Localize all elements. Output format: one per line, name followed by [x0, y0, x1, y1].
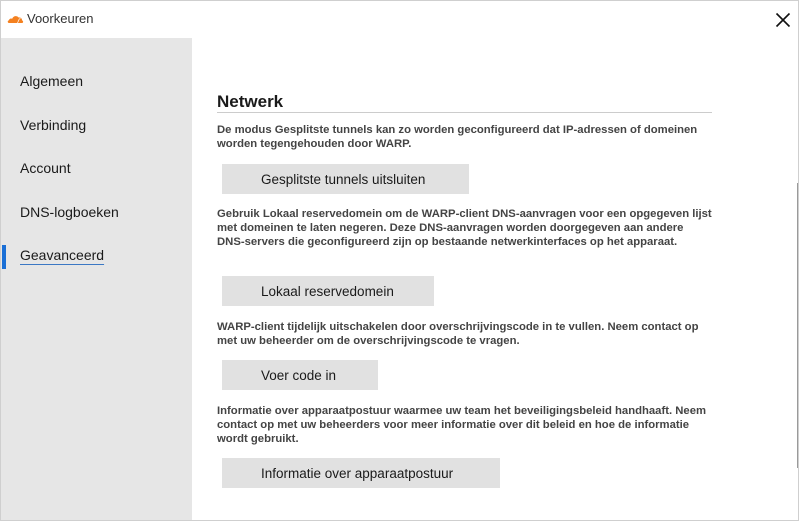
sidebar-item-label: Verbinding — [20, 117, 87, 133]
main-content — [192, 38, 799, 521]
close-button[interactable] — [767, 3, 799, 37]
sidebar-item-label: Geavanceerd — [20, 247, 105, 263]
sidebar-item-account[interactable] — [1, 153, 192, 185]
sidebar-item-label: Account — [20, 160, 71, 176]
sidebar-item-algemeen[interactable] — [1, 66, 192, 98]
cloudflare-cloud-icon — [7, 13, 24, 24]
sidebar-item-verbinding[interactable] — [1, 110, 192, 142]
device-posture-description: Informatie over apparaatpostuur waarmee uw team het beveiligingsbeleid handhaaft. Neem contact op met uw beheerders voor meer informatie over dit beleid en hoe de informatie wordt gebruikt. — [217, 405, 707, 445]
sidebar-item-label: Algemeen — [20, 73, 84, 89]
sidebar-item-geavanceerd[interactable] — [1, 240, 192, 272]
enter-code-button[interactable]: Voer code in — [222, 360, 378, 390]
override-code-description: WARP-client tijdelijk uitschakelen door overschrijvingscode in te vullen. Neem contact op met uw beheerder om de overschrijvingscode te vragen. — [217, 321, 699, 347]
sidebar — [1, 38, 192, 521]
section-title: Netwerk — [217, 92, 284, 111]
sidebar-item-dns-logboeken[interactable] — [1, 197, 192, 229]
split-tunnel-exclude-button[interactable]: Gesplitste tunnels uitsluiten — [222, 164, 469, 194]
close-icon — [775, 12, 791, 28]
local-domain-button[interactable]: Lokaal reservedomein — [222, 276, 434, 306]
title-bar[interactable] — [1, 1, 799, 38]
window-title: Voorkeuren — [27, 11, 94, 26]
section-divider — [217, 112, 712, 113]
local-domain-description: Gebruik Lokaal reservedomein om de WARP-client DNS-aanvragen voor een opgegeven lijst met domeinen te laten negeren. Deze DNS-aanvragen worden doorgegeven aan andere DNS-servers die geconfigureerd zijn op bestaande netwerkinterfaces op het apparaat. — [217, 208, 712, 248]
split-tunnel-description: De modus Gesplitste tunnels kan zo worden geconfigureerd dat IP-adressen of domeinen worden tegengehouden door WARP. — [217, 124, 698, 150]
sidebar-item-label: DNS-logboeken — [20, 204, 119, 220]
device-posture-button[interactable]: Informatie over apparaatpostuur — [222, 458, 500, 488]
active-indicator — [2, 245, 6, 269]
